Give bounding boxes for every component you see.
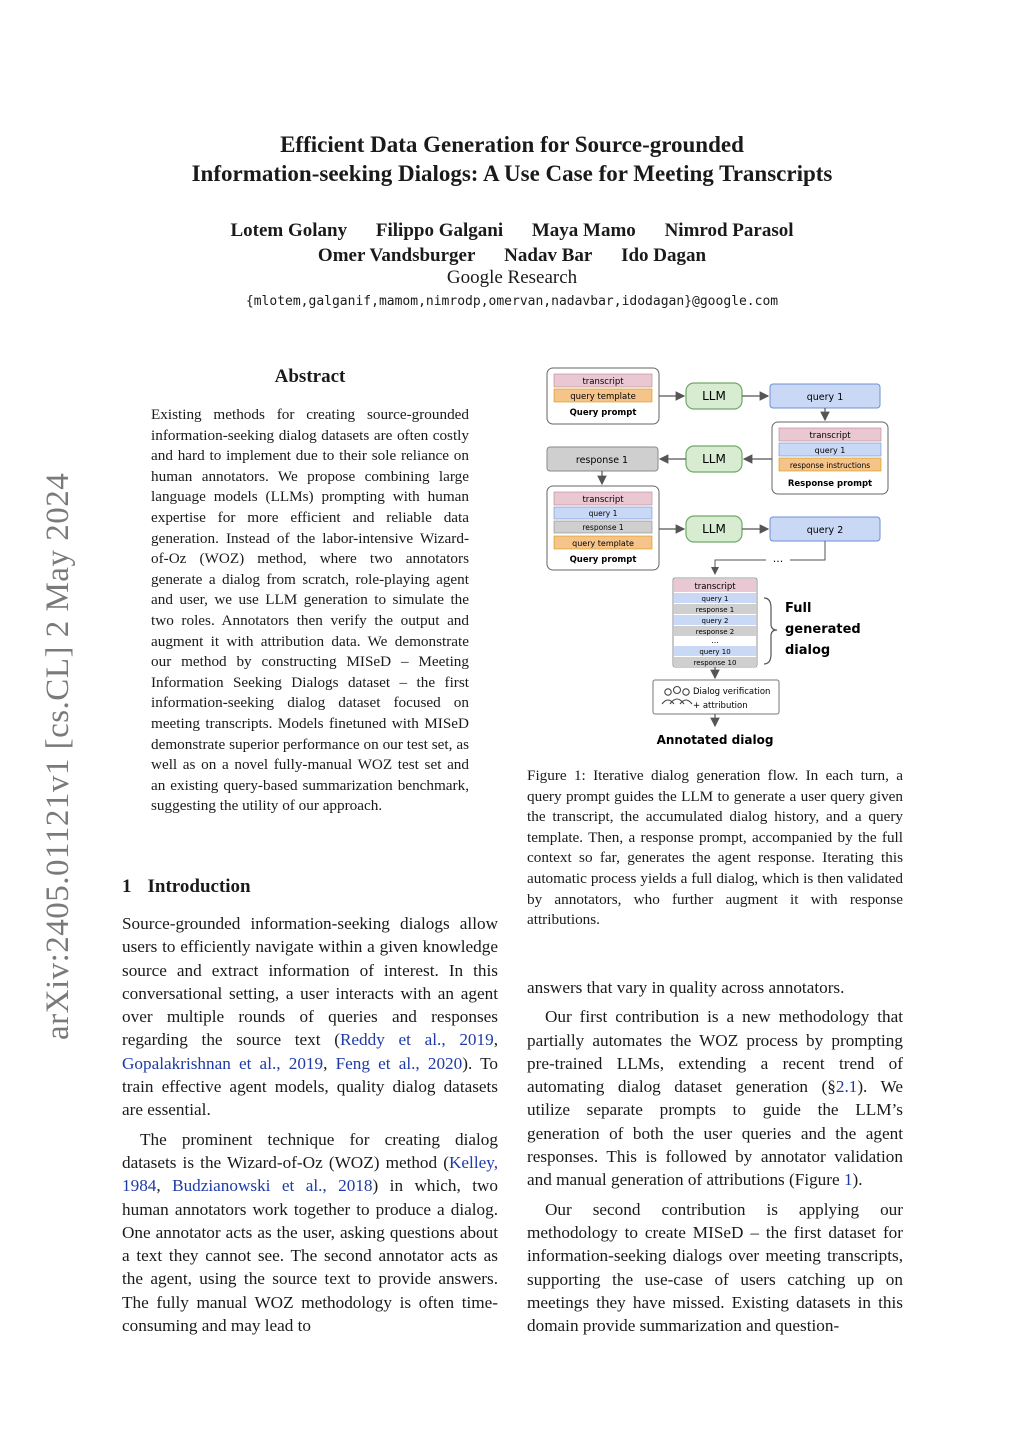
transcript-label: transcript [582,495,624,505]
text-run: The prominent technique for creating dialog datasets is the Wizard-of-Oz (WOZ) method ( [122,1129,498,1172]
response-label: response 1 [695,606,735,614]
text-run: , [323,1053,336,1073]
figure-1 [540,362,900,757]
citation-link[interactable]: Feng et al., 2020 [335,1053,463,1073]
author-name: Nadav Bar [504,245,593,266]
text-run: , [156,1176,173,1196]
paper-title [112,130,912,188]
transcript-label: transcript [694,582,736,592]
llm-label: LLM [702,452,726,466]
query-label: query 1 [701,595,729,603]
text-run: Source-grounded information-seeking dialogs allow users to efficiently navigate within a given knowledge source and extract information of interest. In this conversational setting, a user interacts with an agent over multiple rounds of queries and responses regarding the source text ( [122,914,498,1050]
query-1-label: query 1 [806,392,844,403]
query-template-label: query template [572,539,634,548]
full-dialog-label: generated [785,622,861,637]
paragraph [527,1005,903,1191]
text-run: ). [852,1170,863,1190]
response-label: response 2 [695,628,735,636]
query-prompt-label: Query prompt [569,408,637,418]
paragraph [122,1128,498,1338]
abstract-text: Existing methods for creating source-grounded information-seeking dialog datasets are often costly and hard to implement due to their sole reliance on human annotators. We propose combining large language models (LLMs) prompting with human expertise for more efficient and reliable data generation. Instead of the labor-intensive Wizard-of-Oz (WOZ) method, where two annotators generate a dialog from scratch, role-playing agent and user, we use LLM generation to simulate the two roles. Annotators then verify the output and augment it with attribution data. We demonstrate our method by constructing MISeD – Meeting Information Seeking Dialogs dataset – the first information-seeking dialog dataset focused on meeting transcripts. Models finetuned with MISeD demonstrate superior performance on our test set, as well as on a novel fully-manual WOZ test set and an existing query-based summarization benchmark, suggesting the utility of our approach. [151,406,469,815]
response-label: response 10 [693,659,737,667]
section-number: 1 [122,876,132,897]
abstract-heading: Abstract [274,366,346,387]
citation-link[interactable]: Budzianowski et al., 2018 [172,1176,373,1196]
paragraph: answers that vary in quality across annotators. [527,978,845,997]
full-dialog-label: Full [785,601,812,616]
full-dialog-label: dialog [785,643,831,658]
section-link[interactable]: 2.1 [835,1077,858,1097]
query-label: query 2 [701,617,729,625]
author-name: Filippo Galgani [375,220,504,241]
ellipsis: ... [772,552,784,565]
response-prompt-label: Response prompt [787,479,873,489]
response-1-label: response 1 [575,455,629,466]
figure-caption: Figure 1: Iterative dialog generation flow. In each turn, a query prompt guides the LLM to generate a user query given the transcript, the accumulated dialog history, and a query template. Then, a response prompt, accompanied by the full context so far, generates the agent response. Iterating this automatic process yields a full dialog, which is then validated by annotators, who further augment it with response attributions. [527,767,903,929]
author-name: Omer Vandsburger [317,245,476,266]
verification-label: Dialog verification [693,687,771,697]
citation-link[interactable]: Reddy et al., 2019 [339,1030,494,1050]
author-list [112,218,912,268]
author-row-1 [112,218,912,243]
llm-label: LLM [702,389,726,403]
author-name: Ido Dagan [621,245,707,266]
section-title: Introduction [147,876,251,897]
connector [790,541,825,560]
section-heading [122,876,251,898]
attribution-label: + attribution [693,701,748,711]
citation-link[interactable]: Gopalakrishnan et al., 2019 [122,1053,324,1073]
figure-link[interactable]: 1 [843,1170,853,1190]
text-run: Our first contribution is a new methodology that partially automates the WOZ process by prompting pre-trained LLMs, extending a recent trend of automating dialog dataset generation (§ [527,1007,903,1097]
right-column-body [527,976,903,1343]
paragraph [122,912,498,1122]
query-label: query 10 [699,648,731,656]
title-line-1: Efficient Data Generation for Source-grounded [280,132,744,157]
query-label: query 1 [588,509,618,518]
response-label: response 1 [582,523,624,532]
left-column-body [122,912,498,1343]
author-name: Lotem Golany [230,220,348,241]
transcript-label: transcript [809,431,851,441]
text-run: ) in which, two human annotators work together to produce a dialog. One annotator acts as the user, asking questions about a text they cannot see. The second annotator acts as the agent, using the source text to provide answers. The fully manual WOZ methodology is often time-consuming and may lead to [122,1176,498,1336]
author-name: Maya Mamo [531,220,636,241]
query-2-label: query 2 [806,525,844,536]
affiliation: Google Research [446,267,578,288]
text-run: ). We utilize separate prompts to guide the LLM’s generation of both the user queries and the agent responses. This is followed by annotator validation and manual generation of attributions (Figure [527,1077,904,1190]
query-prompt-label: Query prompt [569,555,637,565]
brace-icon [764,598,777,664]
author-name: Nimrod Parasol [664,220,794,241]
connector [715,560,766,574]
text-run: , [493,1030,498,1050]
transcript-label: transcript [582,377,624,387]
arxiv-stamp: arXiv:2405.01121v1 [cs.CL] 2 May 2024 [40,472,76,1040]
query-template-label: query template [570,392,636,402]
ellipsis: ... [711,636,719,645]
citation-link[interactable]: Kelley, 1984 [122,1152,498,1196]
text-run: ). To train effective agent models, quality dialog datasets are essential. [122,1053,499,1120]
author-emails: {mlotem,galganif,mamom,nimrodp,omervan,nadavbar,idodagan}@google.com [245,294,779,309]
dialog-flow-diagram [540,362,900,757]
title-line-2: Information-seeking Dialogs: A Use Case for Meeting Transcripts [191,161,833,186]
query-label: query 1 [814,446,846,455]
llm-label: LLM [702,522,726,536]
paragraph: Our second contribution is applying our methodology to create MISeD – the first dataset for information-seeking dialogs over meeting transcripts, supporting the use-case of users catching up on meetings they have missed. Existing datasets in this domain provide summarization and question- [527,1199,903,1336]
response-instructions-label: response instructions [789,461,871,470]
annotated-dialog-label: Annotated dialog [656,733,774,747]
